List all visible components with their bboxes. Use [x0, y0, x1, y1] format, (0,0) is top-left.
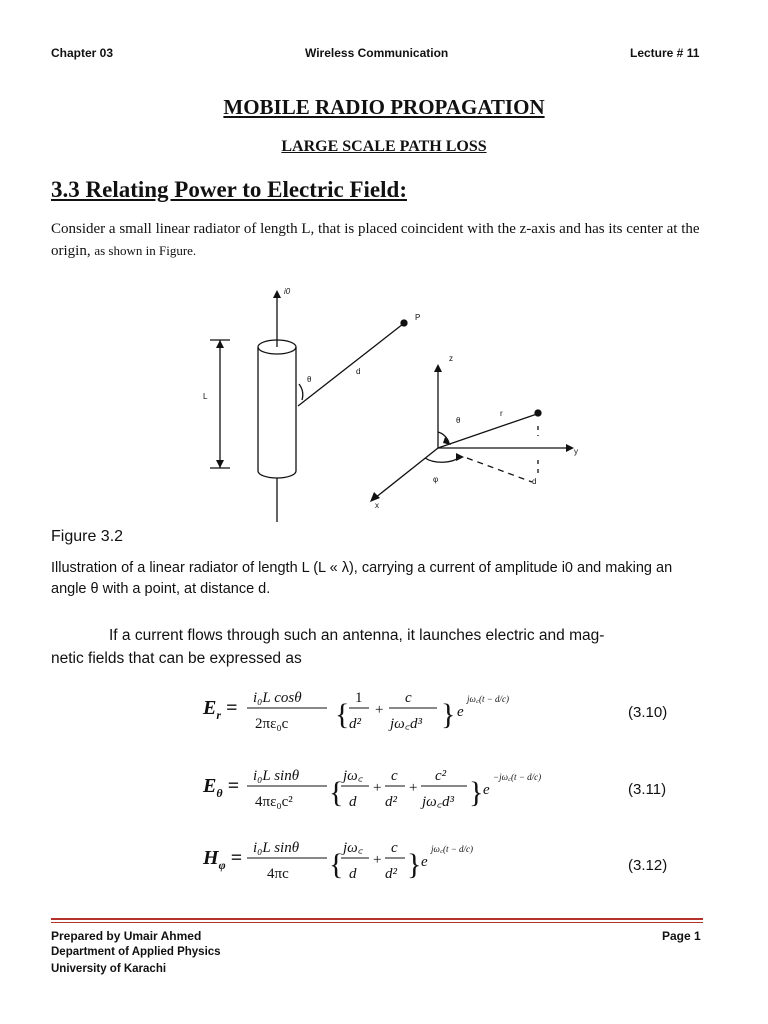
svg-text:i₀L cosθ: i₀L cosθ [253, 690, 302, 706]
svg-text:2πε₀c: 2πε₀c [255, 716, 289, 732]
svg-text:+: + [375, 702, 384, 718]
svg-text:e: e [457, 704, 464, 720]
svg-text:d²: d² [385, 866, 397, 882]
label-d-2: d [532, 477, 537, 486]
page-title: MOBILE RADIO PROPAGATION [223, 95, 545, 119]
r-vector [438, 414, 537, 448]
body-line-2: netic fields that can be expressed as [51, 650, 302, 667]
figure-caption-body: Illustration of a linear radiator of length L (L « λ), carrying a current of amplitude i0 and making an angle θ with a point, at distance d. [51, 560, 673, 597]
svg-text:{: { [335, 698, 350, 731]
svg-text:4πc: 4πc [267, 866, 289, 882]
equation-number-3-10: (3.10) [628, 704, 668, 721]
footer-department: Department of Applied Physics [51, 946, 221, 958]
svg-text:d²: d² [385, 794, 397, 810]
equation-3-10 [245, 684, 545, 744]
course-label: Wireless Communication [305, 46, 449, 60]
equation-3-12 [245, 834, 545, 894]
footer-university: University of Karachi [51, 963, 167, 975]
intro-text: Consider a small linear radiator of length L, that is placed coincident with the z-axis and has its center at the origin, [51, 221, 700, 259]
svg-text:1: 1 [355, 690, 363, 706]
svg-text:jω꜀(t − d/c): jω꜀(t − d/c) [467, 694, 510, 704]
svg-text:}: } [441, 698, 456, 731]
svg-text:e: e [483, 782, 490, 798]
label-P: P [415, 313, 421, 322]
body-line-1: If a current flows through such an antenna, it launches electric and mag- [109, 627, 605, 644]
equation-lhs-etheta: $E_\theta$ = [203, 775, 239, 800]
intro-paragraph [51, 219, 721, 262]
footer-author: Prepared by Umair Ahmed [51, 929, 202, 943]
svg-text:d: d [349, 794, 357, 810]
section-heading: 3.3 Relating Power to Electric Field: [51, 177, 407, 202]
equation-lhs-hphi: $H_\varphi$ = [203, 847, 242, 872]
equation-number-3-12: (3.12) [628, 857, 668, 874]
svg-text:i₀L sinθ: i₀L sinθ [253, 768, 300, 784]
linear-radiator-figure [170, 282, 590, 522]
svg-text:4πε₀c²: 4πε₀c² [255, 794, 293, 810]
svg-text:c: c [391, 840, 398, 856]
svg-text:c²: c² [435, 768, 447, 784]
equation-3-11 [245, 762, 545, 822]
svg-text:jω꜀(t − d/c): jω꜀(t − d/c) [431, 844, 474, 854]
equation-number-3-11: (3.11) [628, 781, 667, 798]
label-x: x [375, 501, 379, 510]
svg-text:d: d [349, 866, 357, 882]
svg-text:{: { [329, 848, 344, 881]
body-paragraph [51, 624, 691, 670]
svg-text:d²: d² [349, 716, 361, 732]
equation-lhs-er: $E_r$ = [203, 697, 238, 722]
svg-text:i₀L sinθ: i₀L sinθ [253, 840, 300, 856]
footer-page-number: Page 1 [662, 929, 701, 943]
svg-text:e: e [421, 854, 428, 870]
svg-text:−jω꜀(t − d/c): −jω꜀(t − d/c) [493, 772, 542, 782]
svg-text:+: + [373, 852, 382, 868]
svg-text:c: c [391, 768, 398, 784]
x-axis [375, 448, 438, 498]
svg-text:{: { [329, 776, 344, 809]
svg-text:jω꜀d³: jω꜀d³ [422, 794, 454, 810]
label-z: z [449, 354, 453, 363]
figure-caption-title: Figure 3.2 [51, 528, 124, 545]
svg-text:+: + [409, 780, 418, 796]
svg-text:jω꜀d³: jω꜀d³ [390, 716, 422, 732]
label-phi: φ [433, 475, 439, 484]
footer-rule [51, 918, 703, 920]
label-y: y [574, 447, 578, 456]
page-subtitle: LARGE SCALE PATH LOSS [281, 138, 487, 155]
svg-text:}: } [407, 848, 422, 881]
footer-rule-thin [51, 922, 703, 923]
label-i0: i0 [284, 287, 291, 296]
label-L: L [203, 392, 208, 401]
svg-text:}: } [469, 776, 484, 809]
intro-tail: as shown in Figure. [94, 243, 197, 258]
label-r: r [500, 409, 503, 418]
label-d-1: d [356, 367, 361, 376]
svg-text:jω꜀: jω꜀ [343, 840, 363, 856]
lecture-label: Lecture # 11 [630, 46, 700, 60]
label-theta-1: θ [307, 375, 312, 384]
distance-line [298, 324, 403, 406]
label-theta-2: θ [456, 416, 461, 425]
chapter-label: Chapter 03 [51, 46, 114, 60]
svg-text:c: c [405, 690, 412, 706]
svg-text:+: + [373, 780, 382, 796]
svg-text:jω꜀: jω꜀ [343, 768, 363, 784]
